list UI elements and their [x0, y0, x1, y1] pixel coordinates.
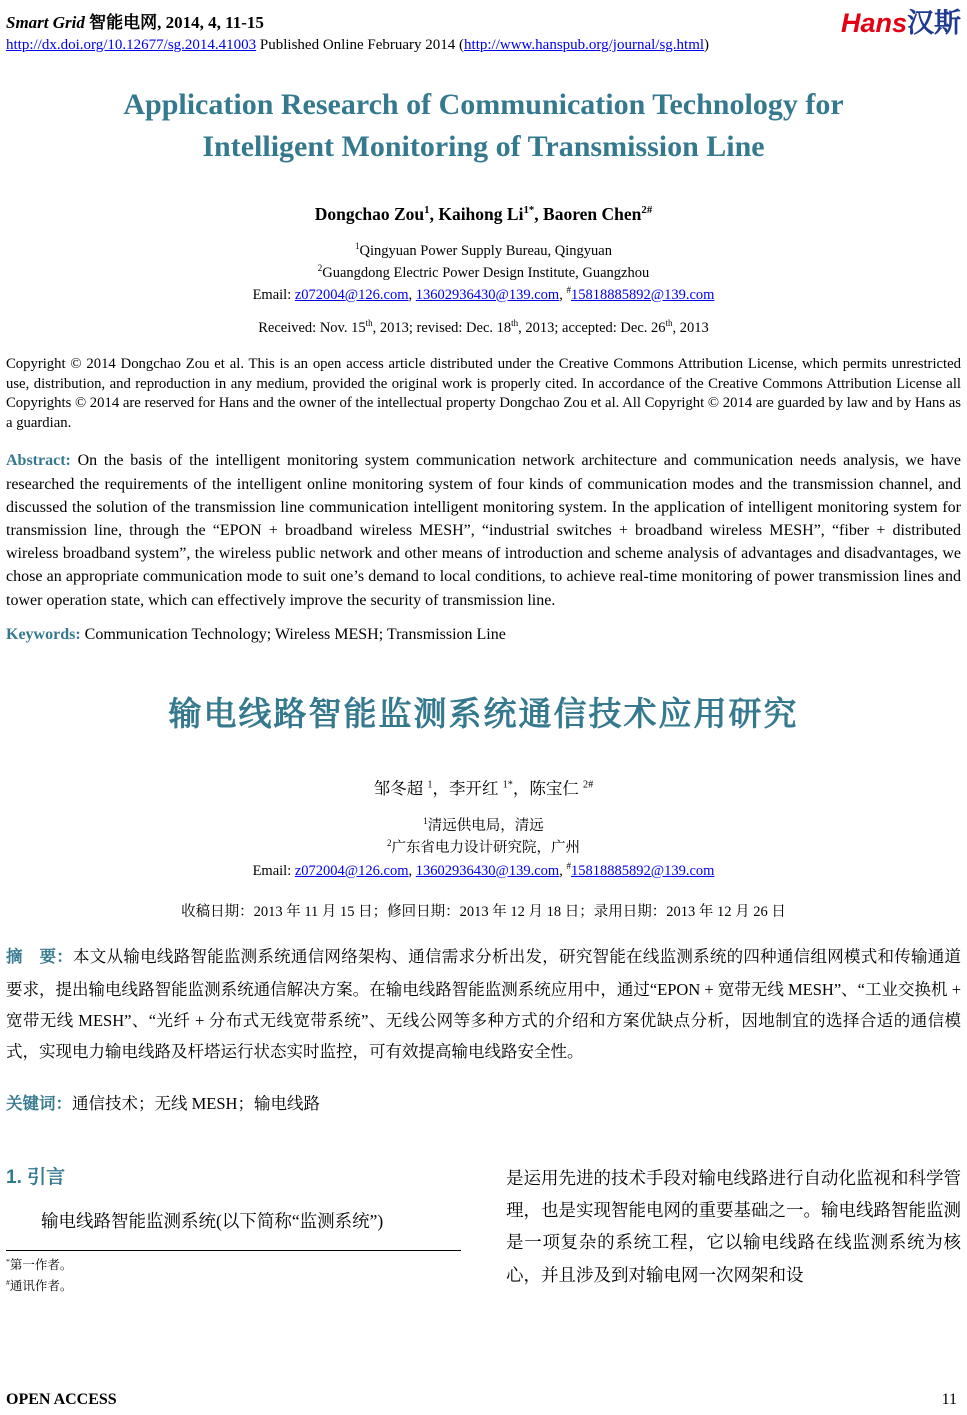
author — [315, 204, 439, 224]
author-affiliation-mark: 2# — [582, 779, 594, 791]
email-label: Email: — [252, 286, 295, 303]
author-affiliation-mark: 2# — [641, 204, 653, 217]
published-online-close: ) — [704, 37, 710, 53]
doi-link[interactable]: http://dx.doi.org/10.12677/sg.2014.41003 — [6, 37, 257, 53]
footnote-text: 第一作者。 — [9, 1257, 73, 1272]
author — [438, 204, 543, 224]
article-title-line1: Application Research of Communication Technology for — [123, 88, 844, 121]
email-link-3[interactable]: 15818885892@139.com — [570, 862, 715, 879]
left-column — [6, 1162, 461, 1298]
page-number: 11 — [941, 1391, 957, 1408]
email-link-1[interactable]: z072004@126.com — [294, 862, 409, 879]
affiliation-mark: 1 — [354, 241, 360, 252]
hans-logo — [841, 10, 961, 37]
doi-line — [6, 37, 709, 54]
abstract-label: Abstract: — [6, 452, 71, 470]
footnote-first-author — [6, 1255, 461, 1276]
corresponding-author-mark: # — [566, 860, 571, 871]
dates-chinese: 收稿日期：2013 年 11 月 15 日；修回日期：2013 年 12 月 18 日；录用日期：2013 年 12 月 26 日 — [181, 904, 786, 921]
email-separator: , — [408, 862, 416, 879]
affiliation-text: Qingyuan Power Supply Bureau, Qingyuan — [359, 243, 612, 259]
footnote-mark: * — [6, 1256, 10, 1266]
received-text: Received: Nov. 15 — [258, 320, 366, 337]
keywords-text: Communication Technology; Wireless MESH; Transmission Line — [80, 625, 506, 643]
keywords-text-chinese: 通信技术；无线 MESH；输电线路 — [72, 1093, 320, 1113]
authors-chinese — [6, 775, 961, 799]
keywords-chinese — [6, 1090, 961, 1114]
introduction-continuation-paragraph: 是运用先进的技术手段对输电线路进行自动化监视和科学管理，也是实现智能电网的重要基础之一。输电线路智能监测是一项复杂的系统工程，它以输电线路在线监测系统为核心，并且涉及到对输电网一次网架和设 — [506, 1167, 961, 1285]
affiliation-line — [6, 815, 961, 837]
keywords-label-chinese: 关键词： — [6, 1094, 72, 1113]
email-separator: , — [559, 862, 567, 879]
abstract-text-chinese: 本文从输电线路智能监测系统通信网络架构、通信需求分析出发，研究智能在线监测系统的四种通信组网模式和传输通道要求，提出输电线路智能监测系统通信解决方案。在输电线路智能监测系统应用中，通过“EPON + 宽带无线 MESH”、“工业交换机 + 宽带无线 MESH”、“光纤 + 分布式无线宽带系统”、无线公网等多种方式的介绍和方案优缺点分析，因地制宜的选择合适的通信模式，实现电力输电线路及杆塔运行状态实时监控，可有效提高输电线路安全性。 — [6, 947, 962, 1062]
authors-english — [6, 204, 961, 225]
author-name: 邹冬超 — [373, 778, 428, 798]
author-affiliation-mark: 1 — [427, 779, 433, 791]
hans-logo-chinese: 汉斯 — [907, 8, 961, 38]
right-column — [506, 1162, 961, 1298]
ordinal-suffix: th — [365, 318, 373, 329]
footnotes — [6, 1255, 461, 1298]
affiliation-text: 清远供电局，清远 — [427, 817, 544, 834]
article-title-line2: Intelligent Monitoring of Transmission Line — [202, 130, 765, 163]
author-name: ，李开红 — [432, 778, 503, 798]
email-separator: , — [559, 286, 567, 303]
author-name: Kaihong Li — [438, 204, 524, 224]
keywords-label: Keywords: — [6, 625, 81, 643]
affiliation-line — [6, 241, 961, 263]
email-link-1[interactable]: z072004@126.com — [294, 286, 409, 303]
ordinal-suffix: th — [665, 318, 673, 329]
journal-issue-info: 智能电网, 2014, 4, 11-15 — [84, 13, 264, 32]
affiliations-chinese — [6, 815, 961, 882]
abstract-label-chinese: 摘 要： — [6, 948, 74, 967]
journal-citation-line — [6, 8, 709, 33]
received-text: , 2013; accepted: Dec. 26 — [518, 320, 666, 337]
body-columns — [6, 1162, 961, 1298]
ordinal-suffix: th — [511, 318, 519, 329]
journal-name: Smart Grid — [6, 13, 85, 32]
abstract-english — [6, 449, 961, 611]
article-title-english — [6, 84, 961, 168]
footnote-corresponding-author — [6, 1276, 461, 1297]
affiliation-mark: 2 — [387, 838, 392, 849]
author-affiliation-mark: 1* — [502, 779, 513, 791]
affiliations-english — [6, 241, 961, 306]
footnote-text: 通讯作者。 — [9, 1279, 73, 1294]
email-link-2[interactable]: 13602936430@139.com — [415, 286, 560, 303]
abstract-chinese — [6, 941, 961, 1067]
received-text: , 2013 — [672, 320, 709, 337]
open-access-label: OPEN ACCESS — [6, 1391, 117, 1408]
copyright-notice: Copyright © 2014 Dongchao Zou et al. This is an open access article distributed under the Creative Commons Attribution License, which permits unrestricted use, distribution, and reproduction in any medium, provided the original work is properly cited. In accordance of the Creative Commons Attribution License all Copyrights © 2014 are reserved for Hans and the owner of the intellectual property Dongchao Zou et al. All Copyright © 2014 are guarded by law and by Hans as a guardian. — [6, 356, 961, 431]
author-name: Baoren Chen — [543, 204, 642, 224]
article-title-chinese: 输电线路智能监测系统通信技术应用研究 — [168, 694, 799, 732]
received-text: , 2013; revised: Dec. 18 — [372, 320, 512, 337]
affiliation-line — [6, 837, 961, 859]
page-header — [6, 8, 961, 54]
affiliation-text: Guangdong Electric Power Design Institute, Guangzhou — [322, 264, 650, 281]
header-left — [6, 8, 709, 54]
hans-logo-latin: Hans — [840, 8, 907, 38]
section-1-heading: 1. 引言 — [6, 1166, 66, 1188]
published-online-text: Published Online February 2014 ( — [259, 37, 465, 53]
author-name: Dongchao Zou — [314, 204, 425, 224]
received-dates-line — [6, 320, 961, 337]
email-link-2[interactable]: 13602936430@139.com — [415, 862, 560, 879]
email-separator: , — [408, 286, 416, 303]
email-line — [6, 285, 961, 307]
page-footer — [6, 1391, 957, 1409]
introduction-paragraph: 输电线路智能监测系统(以下简称“监测系统”) — [41, 1210, 384, 1231]
affiliation-mark: 2 — [317, 262, 323, 273]
email-link-3[interactable]: 15818885892@139.com — [570, 286, 715, 303]
footnote-mark: # — [6, 1277, 10, 1287]
email-label: Email: — [252, 862, 295, 879]
journal-url-link[interactable]: http://www.hanspub.org/journal/sg.html — [464, 37, 705, 53]
affiliation-line — [6, 263, 961, 285]
keywords-english — [6, 626, 961, 644]
affiliation-text: 广东省电力设计研究院，广州 — [391, 840, 580, 857]
footnote-divider — [6, 1250, 461, 1251]
corresponding-author-mark: # — [566, 284, 571, 295]
abstract-text: On the basis of the intelligent monitoring system communication network architecture and communication needs analysis, we have researched the requirements of the intelligent online monitoring system of four kinds of communication modes and the transmission channel, and discussed the solution of the transmission line communication intelligent monitoring system. In the application of intelligent monitoring system for transmission line, through the “EPON + broadband wireless MESH”, “industrial switches + broadband wireless MESH”, “fiber + distributed wireless broadband system”, the wireless public network and other means of introduction and scheme analysis of advantages and disadvantages, we chose an appropriate communication mode to suit one’s demand to local conditions, to achieve real-time monitoring of power transmission lines and tower operation state, which can effectively improve the security of transmission line. — [6, 452, 961, 609]
author — [543, 204, 652, 224]
author-separator: , — [534, 204, 544, 224]
affiliation-mark: 1 — [423, 815, 428, 826]
author-affiliation-mark: 1 — [424, 204, 430, 217]
author-name: ，陈宝仁 — [512, 778, 583, 798]
author-separator: , — [429, 204, 439, 224]
author-affiliation-mark: 1* — [523, 204, 535, 217]
email-line — [6, 860, 961, 882]
